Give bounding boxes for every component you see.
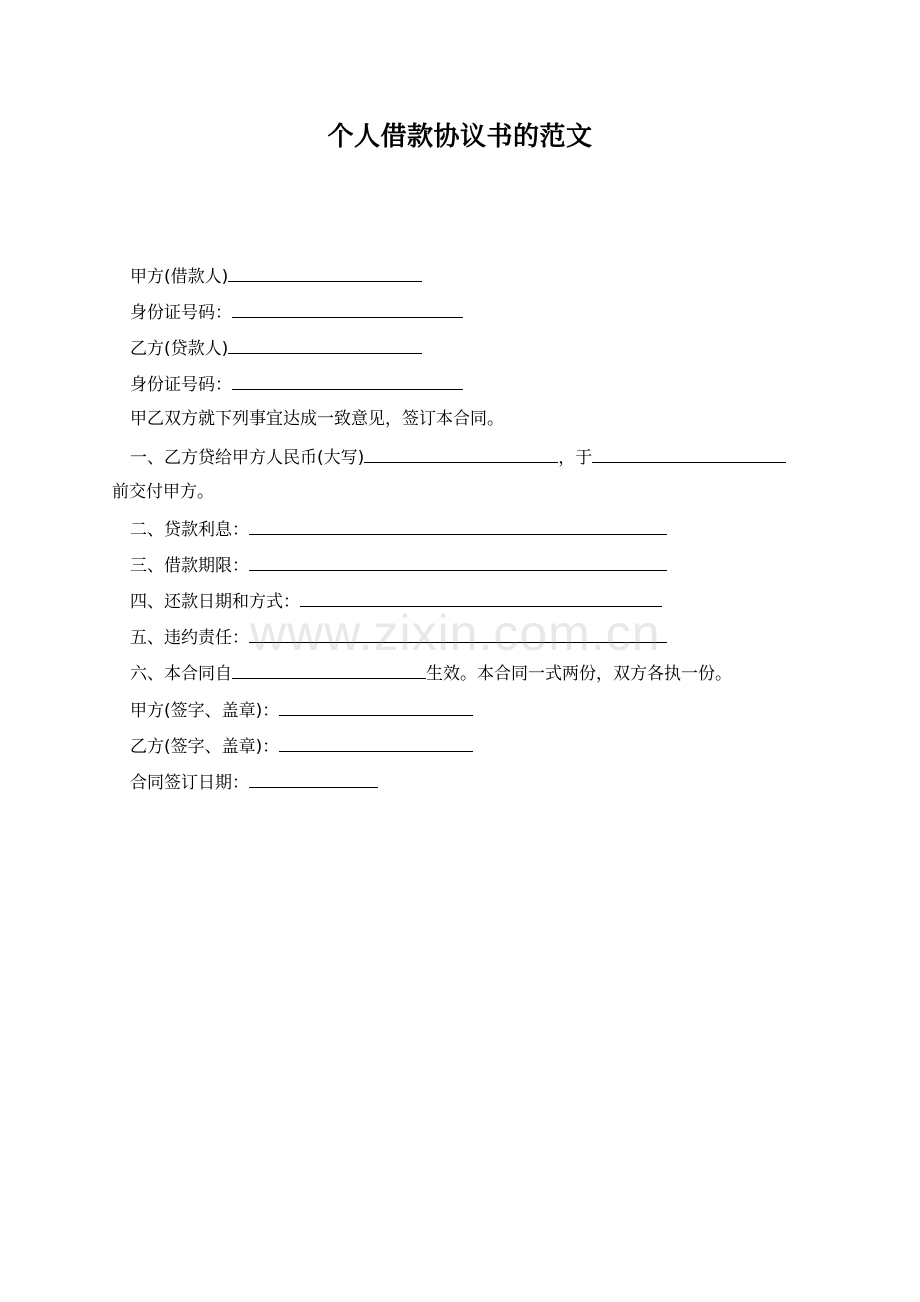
item4-label: 四、还款日期和方式： — [130, 592, 300, 612]
item1-line — [130, 444, 786, 470]
item1-connector: ，于 — [558, 448, 593, 468]
sign-b-label: 乙方(签字、盖章)： — [130, 737, 280, 757]
lender-id-label: 身份证号码： — [130, 375, 232, 395]
item5-line — [130, 624, 667, 650]
item3-line — [130, 552, 667, 578]
borrower-blank — [228, 263, 422, 282]
delivery-date-blank — [592, 444, 786, 463]
lender-line — [130, 335, 422, 361]
item2-line — [130, 516, 667, 542]
sign-b-blank — [279, 733, 473, 752]
item3-label: 三、借款期限： — [130, 556, 249, 576]
borrower-id-label: 身份证号码： — [130, 303, 232, 323]
sign-date-blank — [249, 769, 378, 788]
sign-a-line — [130, 697, 473, 723]
sign-date-label: 合同签订日期： — [130, 773, 249, 793]
lender-id-line — [130, 371, 463, 397]
liability-blank — [249, 624, 667, 643]
interest-blank — [249, 516, 667, 535]
sign-b-line — [130, 733, 473, 759]
sign-a-label: 甲方(签字、盖章)： — [130, 701, 280, 721]
sign-a-blank — [279, 697, 473, 716]
lender-label: 乙方(贷款人) — [130, 339, 229, 359]
borrower-id-line — [130, 299, 463, 325]
item4-line — [130, 588, 662, 614]
term-blank — [249, 552, 667, 571]
borrower-label: 甲方(借款人) — [130, 267, 229, 287]
document-title: 个人借款协议书的范文 — [327, 122, 593, 152]
repayment-blank — [300, 588, 662, 607]
item1-label: 一、乙方贷给甲方人民币(大写) — [130, 448, 365, 468]
borrower-line — [130, 263, 422, 289]
effective-date-blank — [232, 660, 426, 679]
item6-label: 六、本合同自 — [130, 664, 232, 684]
lender-id-blank — [232, 371, 463, 390]
borrower-id-blank — [232, 299, 463, 318]
amount-blank — [364, 444, 558, 463]
lender-blank — [228, 335, 422, 354]
item5-label: 五、违约责任： — [130, 628, 249, 648]
agreement-statement: 甲乙双方就下列事宜达成一致意见，签订本合同。 — [130, 409, 504, 429]
sign-date-line — [130, 769, 378, 795]
item1-continuation: 前交付甲方。 — [112, 482, 214, 502]
item6-tail: 生效。本合同一式两份，双方各执一份。 — [426, 664, 732, 684]
watermark: www.zixin.com.cn — [250, 605, 661, 661]
item2-label: 二、贷款利息： — [130, 520, 249, 540]
item6-line — [130, 660, 732, 686]
